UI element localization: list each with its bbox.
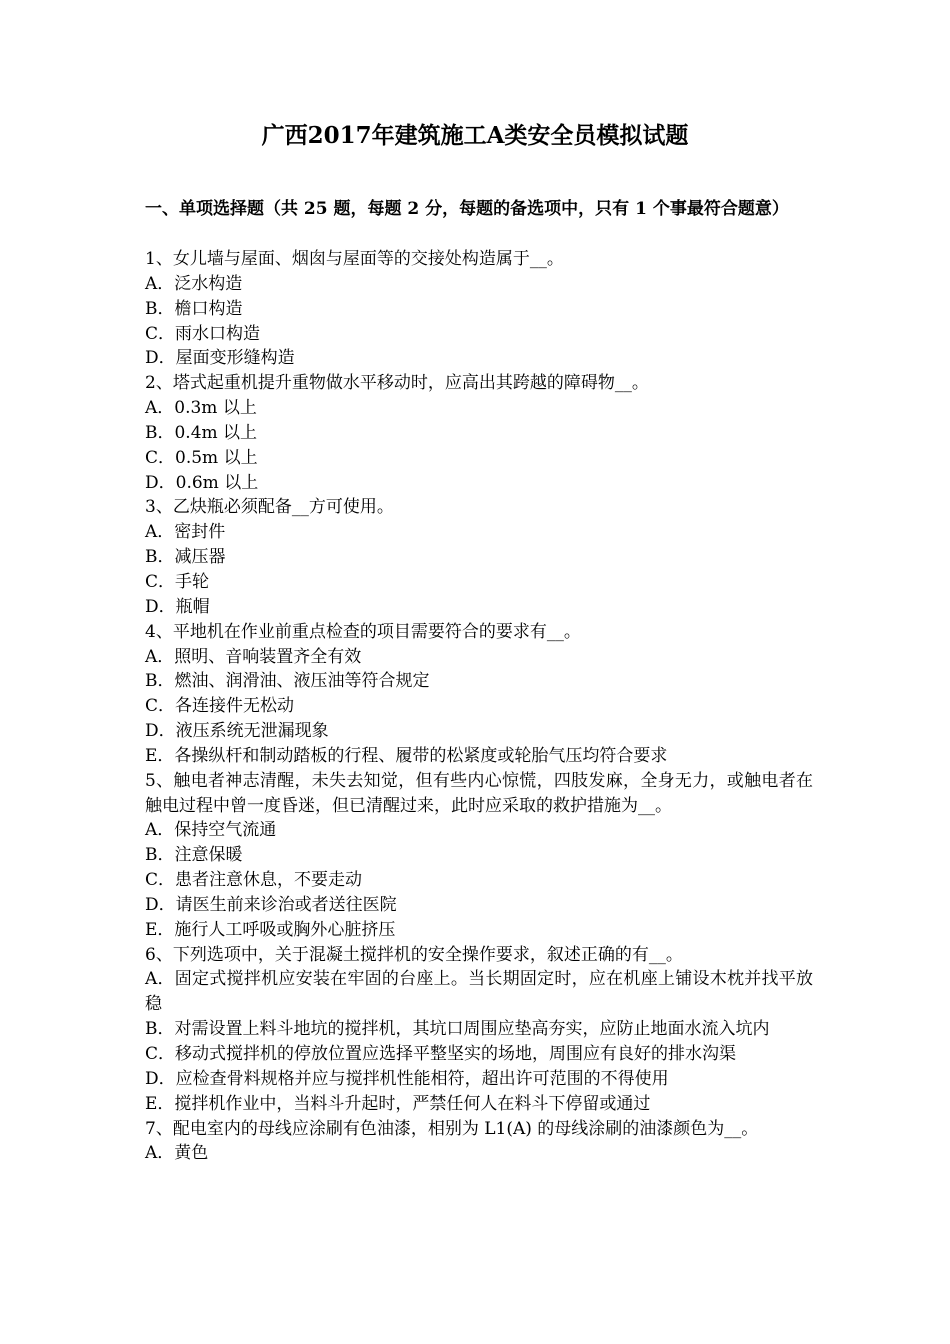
- answer-option: A．固定式搅拌机应安装在牢固的台座上。当长期固定时，应在机座上铺设木枕并找平放稳: [145, 969, 813, 1015]
- answer-option: D．请医生前来诊治或者送往医院: [145, 894, 397, 915]
- answer-option: E．各操纵杆和制动踏板的行程、履带的松紧度或轮胎气压均符合要求: [145, 745, 668, 766]
- question-text: 3、乙炔瓶必须配备__方可使用。: [145, 497, 394, 518]
- answer-option: E．搅拌机作业中，当料斗升起时，严禁任何人在料斗下停留或通过: [145, 1093, 651, 1114]
- question-text: 2、塔式起重机提升重物做水平移动时，应高出其跨越的障碍物__。: [145, 373, 649, 394]
- answer-option: C．雨水口构造: [145, 323, 261, 344]
- answer-option: D．屋面变形缝构造: [145, 348, 295, 369]
- answer-option: B．0.4m 以上: [145, 422, 258, 443]
- answer-option: C．手轮: [145, 571, 210, 592]
- answer-option: A．密封件: [145, 522, 226, 543]
- answer-option: B．檐口构造: [145, 298, 243, 319]
- answer-option: B．对需设置上料斗地坑的搅拌机，其坑口周围应垫高夯实，应防止地面水流入坑内: [145, 1019, 770, 1040]
- answer-option: C．0.5m 以上: [145, 447, 258, 468]
- answer-option: D．0.6m 以上: [145, 472, 259, 493]
- answer-option: A．保持空气流通: [145, 820, 277, 841]
- section-heading: 一、单项选择题（共 25 题，每题 2 分，每题的备选项中，只有 1 个事最符合题意）: [145, 199, 789, 219]
- answer-option: B．注意保暖: [145, 845, 243, 866]
- question-text: 7、配电室内的母线应涂刷有色油漆，相别为 L1(A) 的母线涂刷的油漆颜色为__。: [145, 1118, 759, 1139]
- answer-option: E．施行人工呼吸或胸外心脏挤压: [145, 919, 396, 940]
- answer-option: A．泛水构造: [145, 273, 243, 294]
- answer-option: C．患者注意休息，不要走动: [145, 870, 363, 891]
- answer-option: A．0.3m 以上: [145, 398, 257, 419]
- question-list: [145, 247, 813, 1166]
- answer-option: C．移动式搅拌机的停放位置应选择平整坚实的场地，周围应有良好的排水沟渠: [145, 1044, 737, 1064]
- answer-option: D．应检查骨料规格并应与搅拌机性能相符，超出许可范围的不得使用: [145, 1068, 669, 1089]
- answer-option: C．各连接件无松动: [145, 696, 295, 717]
- document-title: 广西2017年建筑施工A类安全员模拟试题: [261, 122, 689, 149]
- answer-option: A．黄色: [145, 1143, 209, 1164]
- answer-option: D．液压系统无泄漏现象: [145, 721, 329, 742]
- question-text: 5、触电者神志清醒，未失去知觉，但有些内心惊慌，四肢发麻，全身无力，或触电者在触电过程中曾一度昏迷，但已清醒过来，此时应采取的救护措施为__。: [145, 770, 813, 816]
- question-text: 6、下列选项中，关于混凝土搅拌机的安全操作要求，叙述正确的有__。: [145, 944, 683, 965]
- answer-option: B．减压器: [145, 547, 226, 568]
- question-text: 1、女儿墙与屋面、烟囱与屋面等的交接处构造属于__。: [145, 249, 564, 269]
- answer-option: B．燃油、润滑油、液压油等符合规定: [145, 671, 430, 692]
- answer-option: D．瓶帽: [145, 596, 210, 617]
- answer-option: A．照明、音响装置齐全有效: [145, 646, 362, 667]
- question-text: 4、平地机在作业前重点检查的项目需要符合的要求有__。: [145, 621, 581, 642]
